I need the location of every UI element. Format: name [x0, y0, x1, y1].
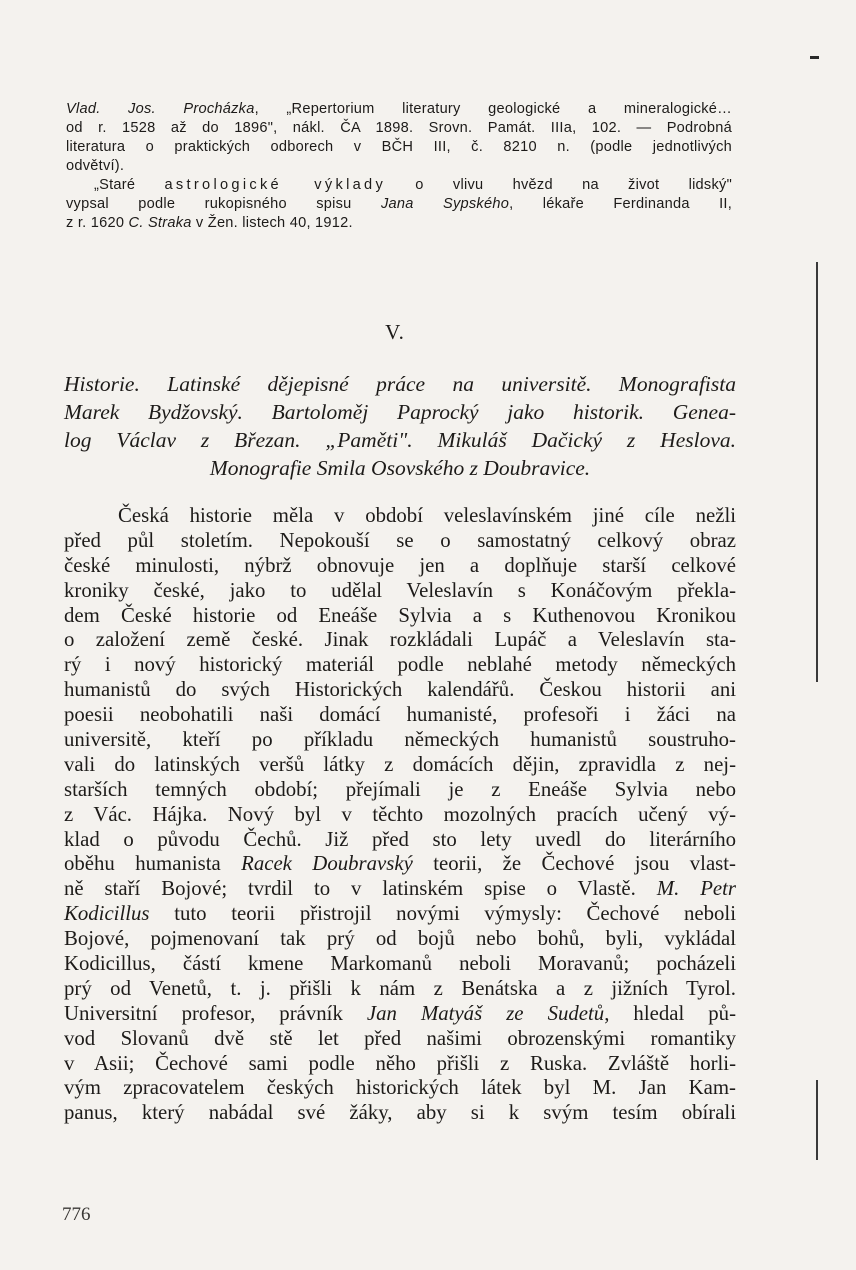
text-run: humanistů do svých Historických kalendářů. Českou historii ani: [64, 678, 736, 702]
body-line: [64, 628, 736, 653]
text-run: kroniky české, jako to udělal Veleslavín s Konáčovým překla-: [64, 578, 736, 602]
body-line: [64, 728, 736, 753]
text-run: ně staří Bojové; tvrdil to v latinském spise o Vlastě.: [64, 877, 657, 901]
text-run: poesii neobohatili naši domácí humanisté, profesoři i žáci na: [64, 703, 736, 727]
text-run: v Asii; Čechové sami podle něho přišli z Ruska. Zvláště horli-: [64, 1051, 736, 1075]
chapter-heading: [64, 370, 736, 482]
text-run: v Žen. listech 40, 1912.: [191, 215, 353, 231]
text-run: panus, který nabádal své žáky, aby si k svým tesím obírali: [64, 1101, 736, 1125]
body-line: [64, 703, 736, 728]
margin-rule: [816, 262, 818, 682]
reference-line: [66, 157, 732, 176]
text-run: od r. 1528 až do 1896", nákl. ČA 1898. Srovn. Památ. IIIa, 102. — Podrobná: [66, 120, 732, 136]
body-line: [64, 529, 736, 554]
text-run: , „Repertorium literatury geologické a mineralogické…: [254, 101, 732, 117]
body-line: [64, 1002, 736, 1027]
text-run: C. Straka: [128, 215, 192, 231]
body-line: [64, 1101, 736, 1126]
text-run: Vlad. Jos. Procházka: [66, 101, 255, 117]
body-line: [64, 504, 736, 529]
reference-line: [66, 138, 732, 157]
bibliography-notes: [66, 100, 732, 233]
heading-line: Monografie Smila Osovského z Doubravice.: [209, 456, 591, 480]
heading-line: log Václav z Březan. „Paměti". Mikuláš Dačický z Heslova.: [64, 428, 736, 452]
body-line: [64, 927, 736, 952]
text-run: Racek Doubravský: [241, 852, 413, 876]
text-run: z r. 1620: [66, 215, 129, 231]
body-line: [64, 678, 736, 703]
text-run: „Staré: [94, 177, 165, 193]
body-text: [64, 504, 736, 1126]
text-run: před půl stoletím. Nepokouší se o samostatný celkový obraz: [64, 528, 736, 552]
body-line: [64, 902, 736, 927]
margin-rule-lower: [816, 1080, 818, 1160]
text-run: z Vác. Hájka. Nový byl v těchto mozolných pracích učený vý-: [64, 802, 736, 826]
text-run: vypsal podle rukopisného spisu: [66, 196, 381, 212]
body-line: [64, 554, 736, 579]
reference-line: [66, 119, 732, 138]
text-run: rý i nový historický materiál podle neblahé metody německých: [64, 653, 736, 677]
text-run: Kodicillus, částí kmene Markomanů neboli Moravanů; pocházeli: [64, 952, 736, 976]
body-line: [64, 877, 736, 902]
heading-line: Historie. Latinské dějepisné práce na universitě. Monografista: [64, 372, 736, 396]
text-run: Kodicillus: [64, 902, 150, 926]
text-run: české minulosti, nýbrž obnovuje jen a doplňuje starší celkové: [64, 553, 736, 577]
heading-line: Marek Bydžovský. Bartoloměj Paprocký jako historik. Genea-: [64, 400, 736, 424]
text-run: universitě, kteří po příkladu německých humanistů soustruho-: [64, 728, 736, 752]
body-line: [64, 1052, 736, 1077]
body-line: [64, 604, 736, 629]
body-line: [64, 952, 736, 977]
text-run: tuto teorii přistrojil novými výmysly: Čechové neboli: [149, 902, 736, 926]
text-run: Universitní profesor, právník: [64, 1001, 367, 1025]
text-run: Česká historie měla v období veleslavínském jiné cíle nežli: [118, 504, 736, 527]
text-run: , lékaře Ferdinanda II,: [509, 196, 733, 212]
text-run: vod Slovanů dvě stě let před našimi obrozenskými romantiky: [64, 1026, 736, 1050]
body-line: [64, 803, 736, 828]
text-run: M. Petr: [656, 877, 736, 901]
text-run: vali do latinských veršů látky z domácích dějin, zpravidla z nej-: [64, 752, 736, 776]
reference-line: [66, 214, 732, 233]
text-run: , hledal pů-: [604, 1001, 736, 1025]
body-line: [64, 579, 736, 604]
text-run: astrologické výklady: [164, 177, 387, 193]
text-run: dem České historie od Eneáše Sylvia a s Kuthenovou Kronikou: [64, 603, 736, 627]
text-run: literatura o praktických odborech v BČH III, č. 8210 n. (podle jednotlivých: [66, 139, 732, 155]
text-run: odvětví).: [66, 158, 125, 174]
text-run: teorii, že Čechové jsou vlast-: [412, 852, 736, 876]
text-run: prý od Venetů, t. j. přišli k nám z Benátska a z jižních Tyrol.: [64, 976, 736, 1000]
reference-line: [66, 176, 732, 195]
reference-line: [66, 100, 732, 119]
section-number: V.: [385, 320, 405, 344]
margin-mark: [810, 56, 819, 59]
text-run: klad o původu Čechů. Již před sto lety uvedl do literárního: [64, 827, 736, 851]
body-line: [64, 1076, 736, 1101]
body-line: [64, 778, 736, 803]
text-run: Jan Matyáš ze Sudetů: [366, 1001, 605, 1025]
text-run: o založení země české. Jinak rozkládali Lupáč a Veleslavín sta-: [64, 628, 736, 652]
text-run: Jana Sypského: [380, 196, 510, 212]
text-run: vým zpracovatelem českých historických látek byl M. Jan Kam-: [64, 1076, 736, 1100]
body-line: [64, 753, 736, 778]
body-line: [64, 1027, 736, 1052]
text-run: Bojové, pojmenovaní tak prý od bojů nebo bohů, byli, vykládal: [64, 927, 736, 951]
reference-line: [66, 195, 732, 214]
body-line: [64, 828, 736, 853]
text-run: oběhu humanista: [64, 852, 242, 876]
body-line: [64, 653, 736, 678]
body-line: [64, 852, 736, 877]
body-line: [64, 977, 736, 1002]
text-run: o vlivu hvězd na život lidský": [386, 177, 732, 193]
page-number: 776: [62, 1204, 91, 1225]
text-run: starších temných období; přejímali je z Eneáše Sylvia nebo: [64, 777, 736, 801]
